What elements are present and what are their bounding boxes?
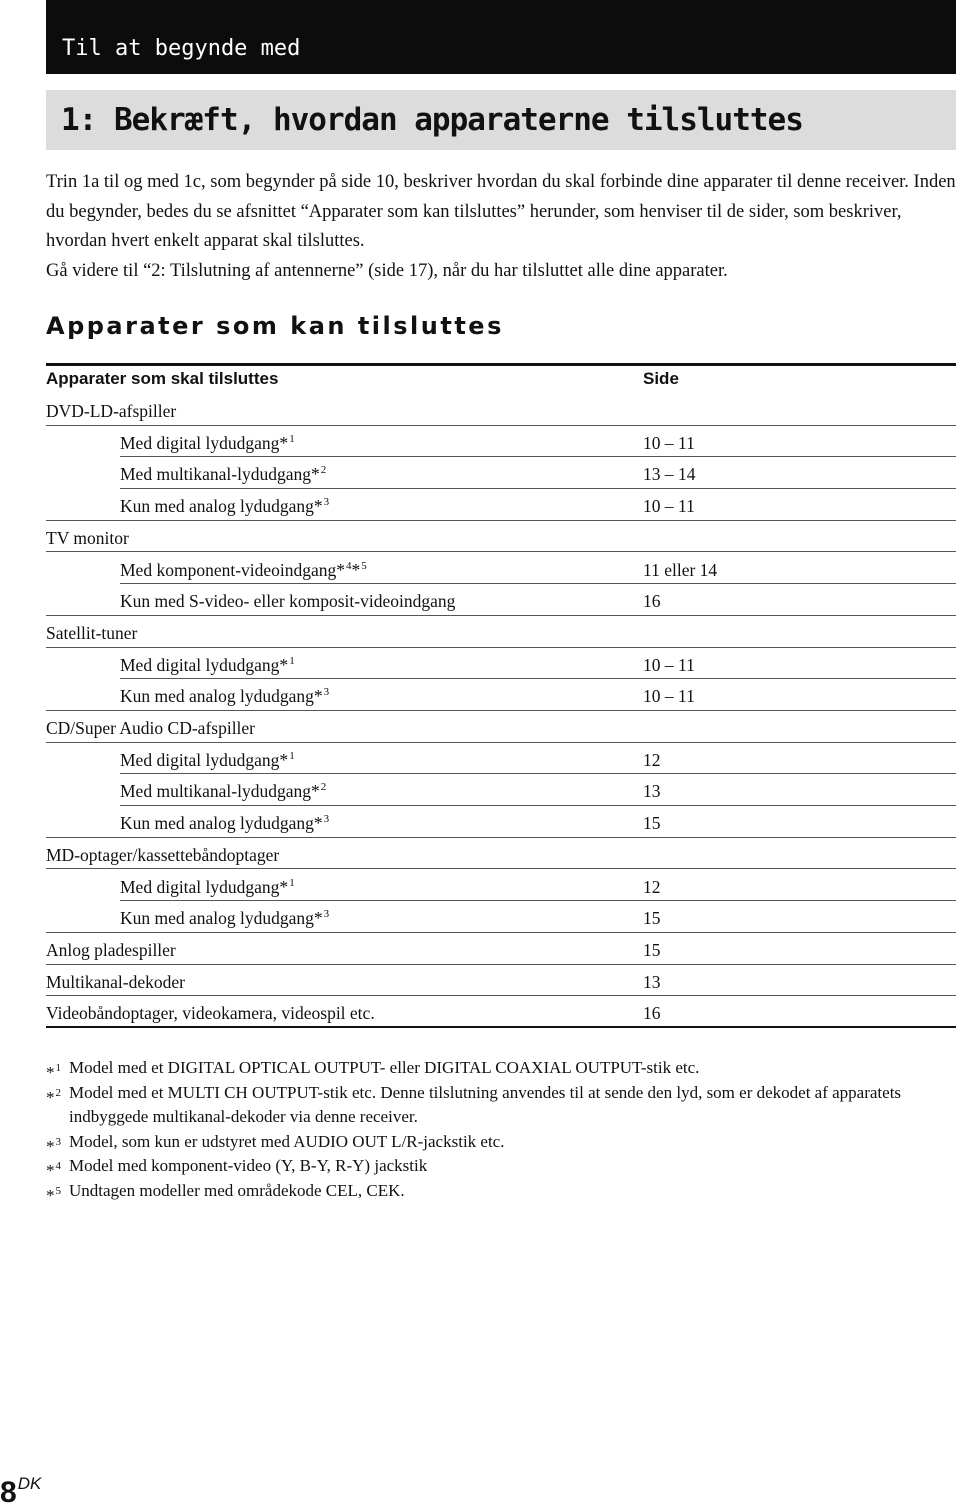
page-ref: 15 xyxy=(643,813,661,834)
footnote xyxy=(46,1081,958,1130)
device-label: DVD-LD-afspiller xyxy=(46,401,177,421)
footnote xyxy=(46,1130,958,1155)
page-ref: 13 xyxy=(643,781,661,802)
table-row-category xyxy=(46,711,956,743)
table-row xyxy=(46,806,956,838)
table-row xyxy=(46,870,956,902)
table-row xyxy=(46,679,956,711)
device-label: TV monitor xyxy=(46,527,129,548)
page-ref: 13 xyxy=(643,971,661,992)
column-header-device: Apparater som skal tilsluttes xyxy=(46,369,279,388)
page-ref: 10 – 11 xyxy=(643,432,695,453)
footnote xyxy=(46,1056,958,1081)
page-ref: 15 xyxy=(643,939,661,960)
footnote xyxy=(46,1154,958,1179)
table-row xyxy=(46,584,956,616)
device-label: Multikanal-dekoder xyxy=(46,971,185,992)
page-number-suffix: DK xyxy=(17,1474,42,1493)
page-title: 1: Bekræft, hvordan apparaterne tilsluttes xyxy=(61,102,803,138)
table-row-category xyxy=(46,616,956,648)
connection-label: Kun med analog lydudgang*$^3$ xyxy=(120,813,330,834)
page-number: $8^{DK}$ xyxy=(0,1474,42,1509)
device-label: Satellit-tuner xyxy=(46,622,138,643)
footnote-marker: *$^1$ xyxy=(46,1062,61,1082)
section-heading: Apparater som kan tilsluttes xyxy=(46,312,504,340)
table-row xyxy=(46,901,956,933)
page-ref: 12 xyxy=(643,749,661,770)
connection-label: Kun med S-video- eller komposit-videoindgang xyxy=(120,591,456,612)
connection-label: Med digital lydudgang*$^1$ xyxy=(120,654,295,675)
connection-label: Med multikanal-lydudgang*$^2$ xyxy=(120,781,327,802)
footnote-marker: *$^5$ xyxy=(46,1184,61,1205)
connection-label: Med komponent-videoindgang*$^4$*$^5$ xyxy=(120,559,367,580)
table-row xyxy=(46,743,956,775)
page-title-box xyxy=(46,90,956,150)
table-row xyxy=(46,774,956,806)
page-ref: 16 xyxy=(643,591,661,612)
page-ref: 12 xyxy=(643,876,661,897)
device-label: Anlog pladespiller xyxy=(46,939,176,960)
table-row-category xyxy=(46,394,956,426)
page-ref: 10 – 11 xyxy=(643,686,695,707)
device-label: MD-optager/kassettebåndoptager xyxy=(46,844,280,865)
page-ref: 15 xyxy=(643,908,661,929)
intro-paragraph-1: Trin 1a til og med 1c, som begynder på side 10, beskriver hvordan du skal forbinde dine apparater til denne receiver. Inden du begynder, bedes du se afsnittet “Apparater som kan tilsluttes” herunder, som henviser til de sider, som beskriver, hvordan hvert enkelt apparat skal tilsluttes. xyxy=(46,172,956,251)
table-row xyxy=(46,648,956,680)
connection-label: Kun med analog lydudgang*$^3$ xyxy=(120,496,330,517)
table-row xyxy=(46,426,956,458)
connection-label: Med multikanal-lydudgang*$^2$ xyxy=(120,464,327,485)
page-ref: 13 – 14 xyxy=(643,464,696,485)
column-header-page: Side xyxy=(643,369,679,388)
footnote-marker: *$^2$ xyxy=(46,1086,61,1107)
table-row-category xyxy=(46,965,956,997)
connection-label: Kun med analog lydudgang*$^3$ xyxy=(120,686,330,707)
table-row-category xyxy=(46,838,956,870)
footnote-text: Model, som kun er udstyret med AUDIO OUT L/R-jackstik etc. xyxy=(69,1131,505,1151)
table-row xyxy=(46,553,956,585)
footnote-text: Model med komponent-video (Y, B-Y, R-Y) jackstik xyxy=(69,1156,428,1175)
footnotes xyxy=(46,1056,958,1203)
section-label: Til at begynde med xyxy=(62,36,301,61)
page-ref: 10 – 11 xyxy=(643,654,695,675)
section-header-bar xyxy=(46,0,956,74)
table-row-category xyxy=(46,996,956,1028)
table-header xyxy=(46,368,956,394)
footnote-marker: *$^4$ xyxy=(46,1160,61,1180)
device-label: Videobåndoptager, videokamera, videospil etc. xyxy=(46,1003,375,1024)
table-top-rule xyxy=(46,363,956,366)
page-ref: 16 xyxy=(643,1003,661,1024)
connection-label: Med digital lydudgang*$^1$ xyxy=(120,876,295,897)
footnote xyxy=(46,1179,958,1204)
connection-label: Kun med analog lydudgang*$^3$ xyxy=(120,908,330,929)
table-row-category xyxy=(46,933,956,965)
intro-paragraph-2: Gå videre til “2: Tilslutning af antennerne” (side 17), når du har tilsluttet alle dine apparater. xyxy=(46,260,728,281)
table-bottom-rule xyxy=(46,1026,956,1028)
page-ref: 11 eller 14 xyxy=(643,559,718,580)
footnote-text: Undtagen modeller med områdekode CEL, CEK. xyxy=(69,1180,405,1200)
table-row xyxy=(46,457,956,489)
table-row xyxy=(46,489,956,521)
page-ref: 10 – 11 xyxy=(643,496,695,517)
footnote-text: Model med et MULTI CH OUTPUT-stik etc. Denne tilslutning anvendes til at sende den lyd, som er dekodet af apparatets indbyggede multikanal-dekoder via denne receiver. xyxy=(69,1082,902,1126)
connection-label: Med digital lydudgang*$^1$ xyxy=(120,749,295,770)
table-row-category xyxy=(46,521,956,553)
footnote-text: Model med et DIGITAL OPTICAL OUTPUT- eller DIGITAL COAXIAL OUTPUT-stik etc. xyxy=(69,1058,700,1077)
intro-text xyxy=(46,168,958,286)
footnote-marker: *$^3$ xyxy=(46,1135,61,1156)
connection-label: Med digital lydudgang*$^1$ xyxy=(120,432,295,453)
device-label: CD/Super Audio CD-afspiller xyxy=(46,718,256,738)
